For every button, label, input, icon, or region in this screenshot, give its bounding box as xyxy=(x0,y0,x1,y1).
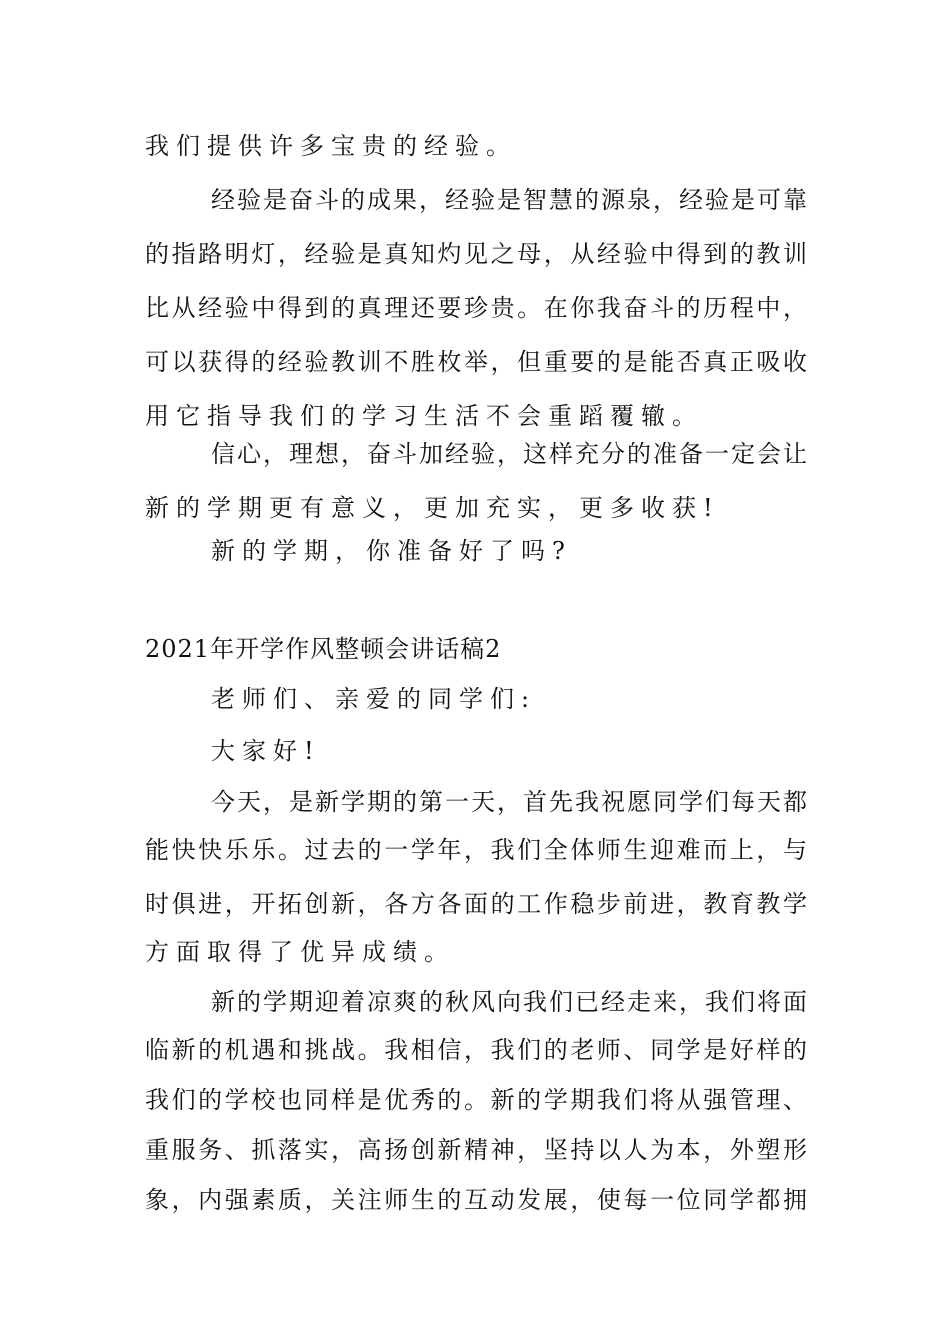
salutation: 老师们、亲爱的同学们: xyxy=(211,685,537,713)
text-line: 可以获得的经验教训不胜枚举，但重要的是能否真正吸收 xyxy=(145,348,807,376)
text-line: 我们提供许多宝贵的经验。 xyxy=(145,132,517,160)
text-line: 临新的机遇和挑战。我相信，我们的老师、同学是好样的 xyxy=(145,1036,807,1064)
text-line: 用它指导我们的学习生活不会重蹈覆辙。 xyxy=(145,402,703,430)
paragraph-first-line: 经验是奋斗的成果，经验是智慧的源泉，经验是可靠 xyxy=(211,186,807,214)
text-line: 我们的学校也同样是优秀的。新的学期我们将从强管理、 xyxy=(145,1086,807,1114)
text-line: 重服务、抓落实，高扬创新精神，坚持以人为本，外塑形 xyxy=(145,1136,807,1164)
paragraph-first-line: 新的学期迎着凉爽的秋风向我们已经走来，我们将面 xyxy=(211,988,807,1016)
section-title: 2021年开学作风整顿会讲话稿2 xyxy=(145,635,502,663)
greeting: 大家好! xyxy=(211,737,321,765)
paragraph-first-line: 新的学期，你准备好了吗? xyxy=(211,537,572,565)
text-line: 的指路明灯，经验是真知灼见之母，从经验中得到的教训 xyxy=(145,240,807,268)
text-line: 能快快乐乐。过去的一学年，我们全体师生迎难而上，与 xyxy=(145,836,807,864)
text-line: 象，内强素质，关注师生的互动发展，使每一位同学都拥 xyxy=(145,1186,807,1214)
text-line: 比从经验中得到的真理还要珍贵。在你我奋斗的历程中， xyxy=(145,294,807,322)
text-line: 时俱进，开拓创新，各方各面的工作稳步前进，教育教学 xyxy=(145,890,807,918)
text-line: 方面取得了优异成绩。 xyxy=(145,938,455,966)
paragraph-first-line: 今天，是新学期的第一天，首先我祝愿同学们每天都 xyxy=(211,788,807,816)
text-line: 新的学期更有意义，更加充实，更多收获! xyxy=(145,494,720,522)
paragraph-first-line: 信心，理想，奋斗加经验，这样充分的准备一定会让 xyxy=(211,440,807,468)
